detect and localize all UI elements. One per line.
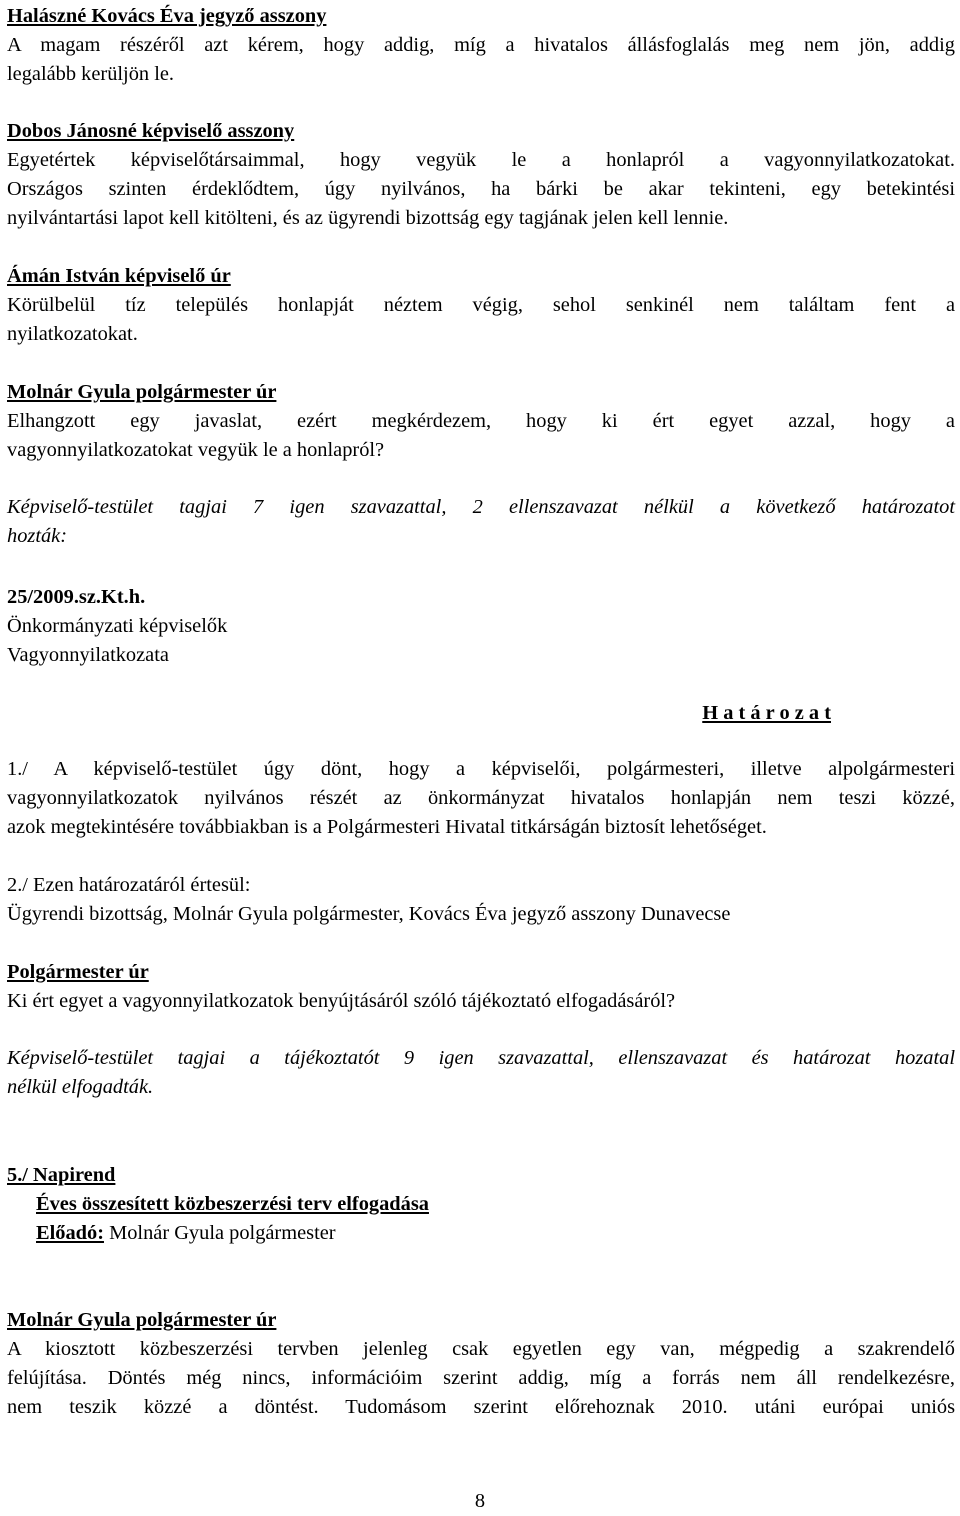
agenda-title: Éves összesített közbeszerzési terv elfogadása bbox=[36, 1193, 429, 1215]
speaker-block bbox=[7, 262, 955, 349]
resolution-header bbox=[7, 583, 955, 670]
text-line: nélkül elfogadták. bbox=[7, 1076, 154, 1098]
text-line: felújítása. Döntés még nincs, információim szerint addig, míg a forrás nem áll rendelkezésre, bbox=[7, 1367, 955, 1389]
resolution-subject: Önkormányzati képviselők bbox=[7, 615, 228, 637]
speaker-name: Polgármester úr bbox=[7, 961, 149, 983]
vote-statement bbox=[7, 493, 955, 551]
speaker-name: Ámán István képviselő úr bbox=[7, 265, 231, 287]
text-line: azok megtekintésére továbbiakban is a Polgármesteri Hivatal titkárságán biztosít lehetőséget. bbox=[7, 816, 767, 838]
text-line: A magam részéről azt kérem, hogy addig, míg a hivatalos állásfoglalás meg nem jön, addig bbox=[7, 34, 955, 56]
speaker-name: Dobos Jánosné képviselő asszony bbox=[7, 120, 295, 142]
speaker-block bbox=[7, 378, 955, 465]
text-line: hozták: bbox=[7, 525, 68, 547]
point-title: 2./ Ezen határozatáról értesül: bbox=[7, 874, 251, 896]
agenda-presenter bbox=[7, 1219, 955, 1248]
presenter-name: Molnár Gyula polgármester bbox=[103, 1222, 336, 1244]
text-line: nyilatkozatokat. bbox=[7, 323, 138, 345]
resolution-number: 25/2009.sz.Kt.h. bbox=[7, 586, 146, 608]
speaker-name: Molnár Gyula polgármester úr bbox=[7, 1309, 277, 1331]
speaker-block bbox=[7, 117, 955, 233]
text-line: Egyetértek képviselőtársaimmal, hogy vegyük le a honlapról a vagyonnyilatkozatokat. bbox=[7, 149, 955, 171]
speaker-block bbox=[7, 1306, 955, 1422]
agenda-label: 5./ Napirend bbox=[7, 1164, 116, 1186]
text-line: Országos szinten érdeklődtem, úgy nyilvános, ha bárki be akar tekinteni, egy betekintési bbox=[7, 178, 955, 200]
text-line: Körülbelül tíz település honlapját néztem végig, sehol senkinél nem találtam fent a bbox=[7, 294, 955, 316]
text-line: Képviselő-testület tagjai 7 igen szavazattal, 2 ellenszavazat nélkül a következő határozatot bbox=[7, 496, 955, 518]
resolution-point-2 bbox=[7, 871, 955, 929]
text-line: Ki ért egyet a vagyonnyilatkozatok benyújtásáról szóló tájékoztató elfogadásáról? bbox=[7, 990, 676, 1012]
text-line: vagyonnyilatkozatok nyilvános részét az önkormányzat hivatalos honlapján nem teszi közzé, bbox=[7, 787, 955, 809]
resolution-subject: Vagyonnyilatkozata bbox=[7, 644, 169, 666]
speaker-name: Halászné Kovács Éva jegyző asszony bbox=[7, 5, 327, 27]
speaker-block bbox=[7, 2, 955, 89]
resolution-point-1 bbox=[7, 755, 955, 842]
agenda-block bbox=[7, 1161, 955, 1248]
text-line: legalább kerüljön le. bbox=[7, 63, 175, 85]
vote-statement bbox=[7, 1044, 955, 1102]
point-body: Ügyrendi bizottság, Molnár Gyula polgármester, Kovács Éva jegyző asszony Dunavecse bbox=[7, 903, 731, 925]
text-line: 1./ A képviselő-testület úgy dönt, hogy a képviselői, polgármesteri, illetve alpolgármesteri bbox=[7, 758, 955, 780]
resolution-heading: H a t á r o z a t bbox=[702, 702, 831, 724]
text-line: A kiosztott közbeszerzési tervben jelenleg csak egyetlen egy van, mégpedig a szakrendelő bbox=[7, 1338, 955, 1360]
text-line: nyilvántartási lapot kell kitölteni, és az ügyrendi bizottság egy tagjának jelen kell lennie. bbox=[7, 207, 729, 229]
speaker-name: Molnár Gyula polgármester úr bbox=[7, 381, 277, 403]
text-line: Képviselő-testület tagjai a tájékoztatót 9 igen szavazattal, ellenszavazat és határozat hozatal bbox=[7, 1047, 955, 1069]
presenter-label: Előadó: bbox=[36, 1222, 104, 1244]
text-line: nem teszik közzé a döntést. Tudomásom szerint előrehoznak 2010. utáni európai uniós bbox=[7, 1396, 955, 1418]
text-line: Elhangzott egy javaslat, ezért megkérdezem, hogy ki ért egyet azzal, hogy a bbox=[7, 410, 955, 432]
page-number: 8 bbox=[474, 1490, 486, 1512]
text-line: vagyonnyilatkozatokat vegyük le a honlapról? bbox=[7, 439, 385, 461]
speaker-block bbox=[7, 958, 955, 1016]
